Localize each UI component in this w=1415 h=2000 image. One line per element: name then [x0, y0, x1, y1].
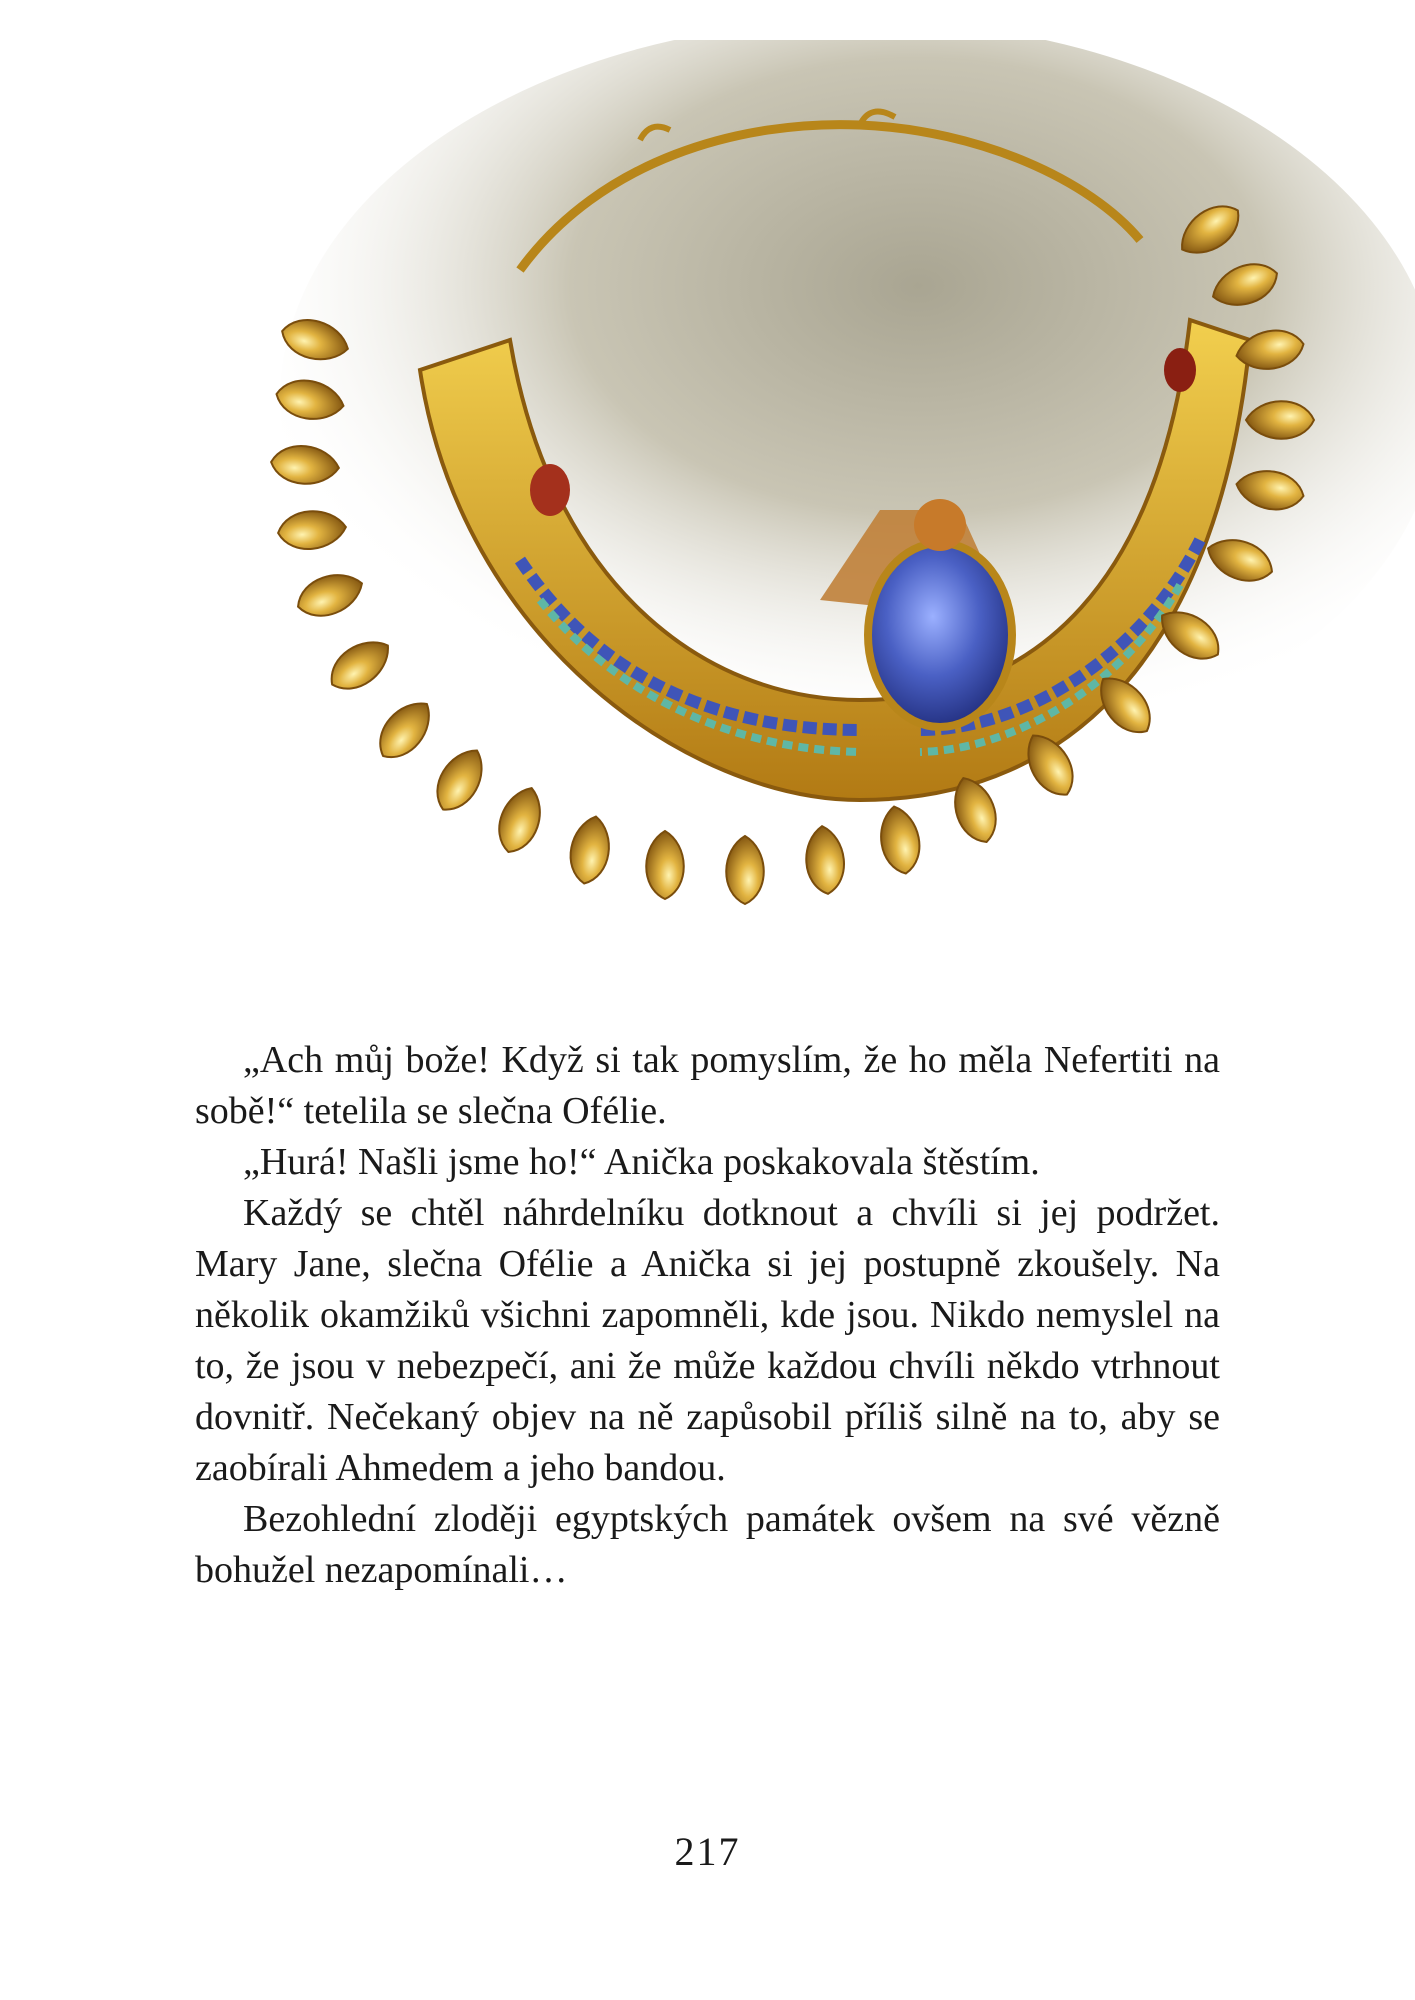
paragraph: Bezohlední zloději egyptských památek ovšem na své vězně bohužel nezapomínali… [195, 1498, 1220, 1591]
paragraph: „Ach můj bože! Když si tak pomyslím, že ho měla Nefertiti na sobě!“ tetelila se slečna Ofélie. [195, 1039, 1220, 1132]
carnelian-left [530, 464, 570, 516]
paragraph: „Hurá! Našli jsme ho!“ Anička poskakovala štěstím. [243, 1141, 1040, 1183]
page-number: 217 [674, 1829, 741, 1874]
paragraph: Každý se chtěl náhrdelníku dotknout a chvíli si jej podržet. Mary Jane, slečna Ofélie a Anička si jej postupně zkoušely. Na několik okamžiků všichni zapomněli, kde jsou. Nikdo nemyslel na to, že jsou v nebezpečí, ani že může každou chvíli někdo vtrhnout dovnitř. Nečekaný objev na ně zapůsobil příliš silně na to, aby se zaobírali Ahmedem a jeho bandou. [195, 1192, 1220, 1489]
carnelian-right [1164, 348, 1196, 392]
necklace-illustration [220, 40, 1415, 970]
lapis-scarab [868, 543, 1012, 727]
story-text [195, 1035, 1220, 1596]
